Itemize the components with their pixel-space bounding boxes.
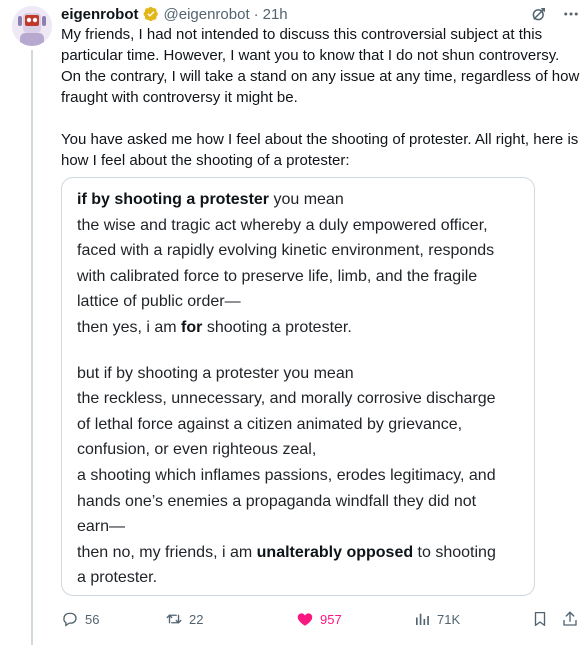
separator-dot: · — [253, 5, 259, 23]
views-count: 71K — [437, 611, 461, 627]
reply-button[interactable] — [61, 610, 99, 628]
poem-line: hands one’s enemies a propaganda windfall they did not — [77, 492, 477, 510]
verified-badge-icon — [143, 6, 159, 22]
share-button[interactable] — [561, 610, 579, 628]
poem-bold: for — [181, 318, 203, 336]
tweet-header — [61, 4, 580, 24]
poem-line: earn— — [77, 518, 126, 536]
poem-text: to shooting — [413, 543, 496, 561]
poem-line: faced with a rapidly evolving kinetic environment, responds — [77, 242, 495, 260]
views-button[interactable] — [413, 610, 460, 628]
poem-line: but if by shooting a protester you mean — [77, 364, 354, 382]
grok-icon[interactable] — [530, 5, 548, 23]
poem-line: lattice of public order— — [77, 293, 241, 311]
poem-line: a shooting which inflames passions, erodes legitimacy, and — [77, 466, 496, 484]
reply-icon — [61, 610, 79, 628]
timestamp[interactable]: 21h — [262, 5, 288, 23]
poem-line: confusion, or even righteous zeal, — [77, 441, 317, 459]
share-icon — [561, 610, 579, 628]
stanza-gap — [77, 341, 519, 361]
display-name[interactable]: eigenrobot — [61, 5, 139, 23]
handle[interactable]: @eigenrobot — [163, 5, 250, 23]
tweet-text — [61, 24, 581, 171]
retweet-icon — [165, 610, 183, 628]
poem-bold: unalterably opposed — [256, 543, 414, 561]
poem-line: with calibrated force to preserve life, limb, and the fragile — [77, 267, 478, 285]
poem-text: you mean — [269, 191, 344, 208]
heart-icon — [296, 610, 314, 628]
retweet-count: 22 — [189, 611, 204, 627]
more-icon[interactable] — [562, 5, 580, 23]
tweet-paragraph: You have asked me how I feel about the shooting of protester. All right, here is how I feel about the shooting of a protester: — [61, 131, 579, 169]
poem-text: then yes, i am — [77, 318, 182, 336]
poem-line: the reckless, unnecessary, and morally corrosive discharge — [77, 390, 496, 408]
thread-line — [31, 50, 33, 645]
avatar[interactable] — [12, 6, 52, 46]
retweet-button[interactable] — [165, 610, 203, 628]
poem-line — [77, 315, 519, 341]
reply-count: 56 — [85, 611, 100, 627]
poem-line — [77, 187, 519, 213]
poem-text: then no, my friends, i am — [77, 543, 257, 561]
poem-line: of lethal force against a citizen animated by grievance, — [77, 415, 463, 433]
poem-line: a protester. — [77, 569, 158, 587]
poem-line — [77, 540, 519, 566]
quote-poem — [77, 187, 519, 591]
poem-line: the wise and tragic act whereby a duly empowered officer, — [77, 216, 488, 234]
tweet-paragraph: My friends, I had not intended to discuss this controversial subject at this particular time. However, I want you to know that I do not shun controversy. On the contrary, I will take a stand on any issue at any time, regardless of how fraught with controversy it might be. — [61, 26, 580, 106]
like-count: 957 — [320, 611, 342, 627]
action-bar — [61, 607, 581, 631]
bookmark-icon — [531, 610, 549, 628]
quote-image-card[interactable] — [61, 177, 535, 596]
views-icon — [413, 610, 431, 628]
like-button[interactable] — [296, 610, 342, 628]
poem-bold: if by shooting a protester — [77, 191, 270, 208]
poem-text: shooting a protester. — [202, 318, 352, 336]
bookmark-button[interactable] — [531, 610, 549, 628]
